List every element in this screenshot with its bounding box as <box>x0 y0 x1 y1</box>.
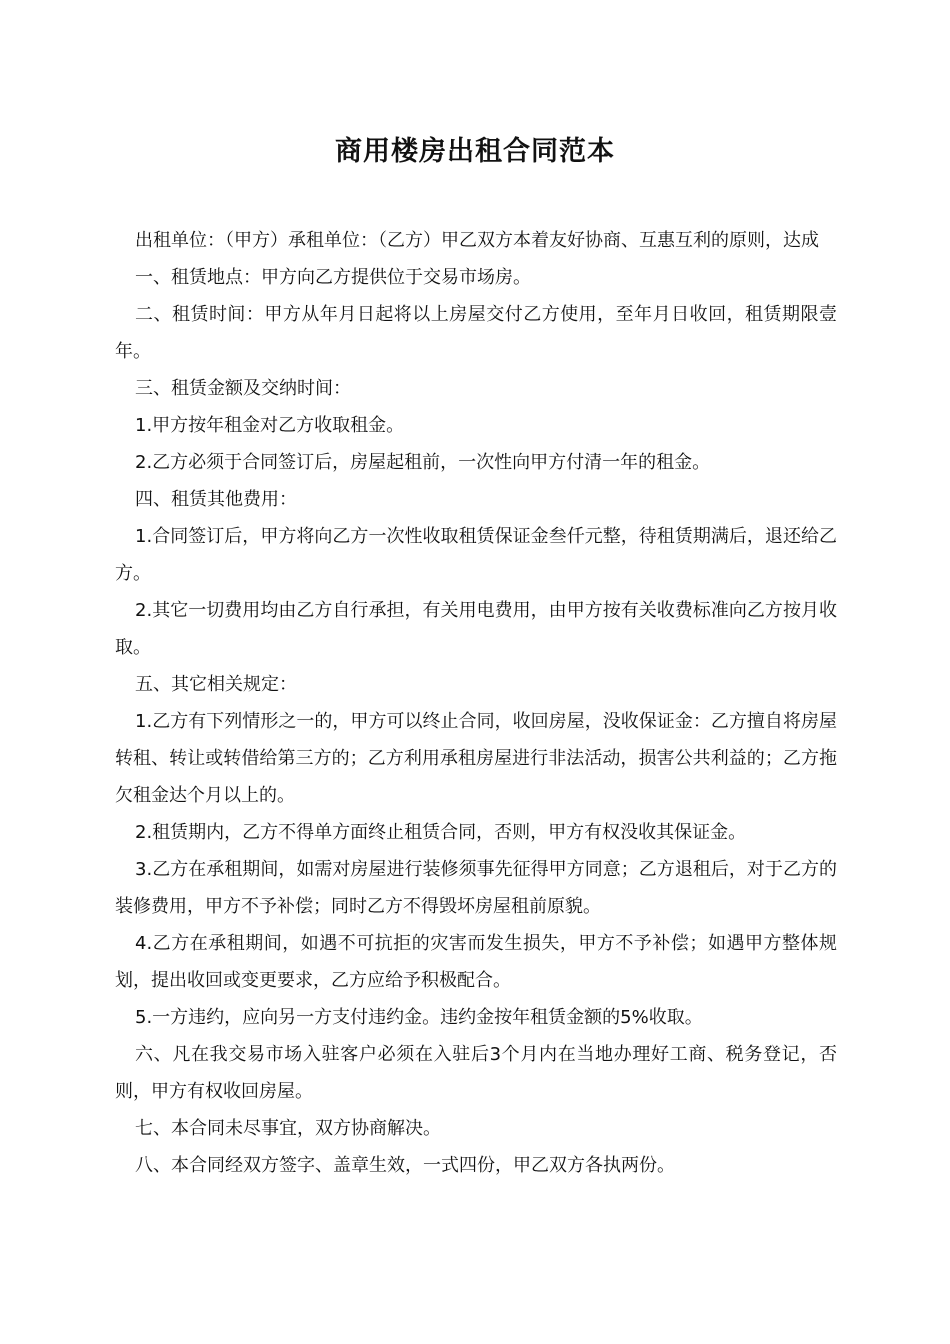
paragraph-fees-item-1: 1.合同签订后，甲方将向乙方一次性收取租赁保证金叁仟元整，待租赁期满后，退还给乙方。 <box>115 526 837 584</box>
paragraph-rules-heading: 五、其它相关规定： <box>135 674 297 695</box>
paragraph-parties: 出租单位：（甲方）承租单位：（乙方）甲乙双方本着友好协商、互惠互利的原则，达成 <box>135 230 819 251</box>
paragraph-rules-item-2: 2.租赁期内，乙方不得单方面终止租赁合同，否则，甲方有权没收其保证金。 <box>135 822 747 843</box>
paragraph-rent-item-2: 2.乙方必须于合同签订后，房屋起租前，一次性向甲方付清一年的租金。 <box>135 452 711 473</box>
document-body <box>115 222 837 1184</box>
paragraph-rules-item-1: 1.乙方有下列情形之一的，甲方可以终止合同，收回房屋，没收保证金：乙方擅自将房屋转租、转让或转借给第三方的；乙方利用承租房屋进行非法活动，损害公共利益的；乙方拖欠租金达个月以上的。 <box>115 711 837 806</box>
paragraph-unresolved-matters: 七、本合同未尽事宜，双方协商解决。 <box>135 1118 441 1139</box>
paragraph-lease-location: 一、租赁地点：甲方向乙方提供位于交易市场房。 <box>135 267 531 288</box>
paragraph-registration: 六、凡在我交易市场入驻客户必须在入驻后3个月内在当地办理好工商、税务登记，否则，甲方有权收回房屋。 <box>115 1044 837 1102</box>
document-title: 商用楼房出租合同范本 <box>335 136 615 167</box>
paragraph-rent-heading: 三、租赁金额及交纳时间： <box>135 378 351 399</box>
paragraph-effectiveness: 八、本合同经双方签字、盖章生效，一式四份，甲乙双方各执两份。 <box>135 1155 675 1176</box>
paragraph-fees-heading: 四、租赁其他费用： <box>135 489 297 510</box>
paragraph-lease-term: 二、租赁时间：甲方从年月日起将以上房屋交付乙方使用，至年月日收回，租赁期限壹年。 <box>115 304 837 362</box>
paragraph-rules-item-3: 3.乙方在承租期间，如需对房屋进行装修须事先征得甲方同意；乙方退租后，对于乙方的装修费用，甲方不予补偿；同时乙方不得毁坏房屋租前原貌。 <box>115 859 837 917</box>
paragraph-fees-item-2: 2.其它一切费用均由乙方自行承担，有关用电费用，由甲方按有关收费标准向乙方按月收取。 <box>115 600 837 658</box>
paragraph-rent-item-1: 1.甲方按年租金对乙方收取租金。 <box>135 415 405 436</box>
paragraph-rules-item-4: 4.乙方在承租期间，如遇不可抗拒的灾害而发生损失，甲方不予补偿；如遇甲方整体规划，提出收回或变更要求，乙方应给予积极配合。 <box>115 933 837 991</box>
paragraph-rules-item-5: 5.一方违约，应向另一方支付违约金。违约金按年租赁金额的5%收取。 <box>135 1007 703 1028</box>
